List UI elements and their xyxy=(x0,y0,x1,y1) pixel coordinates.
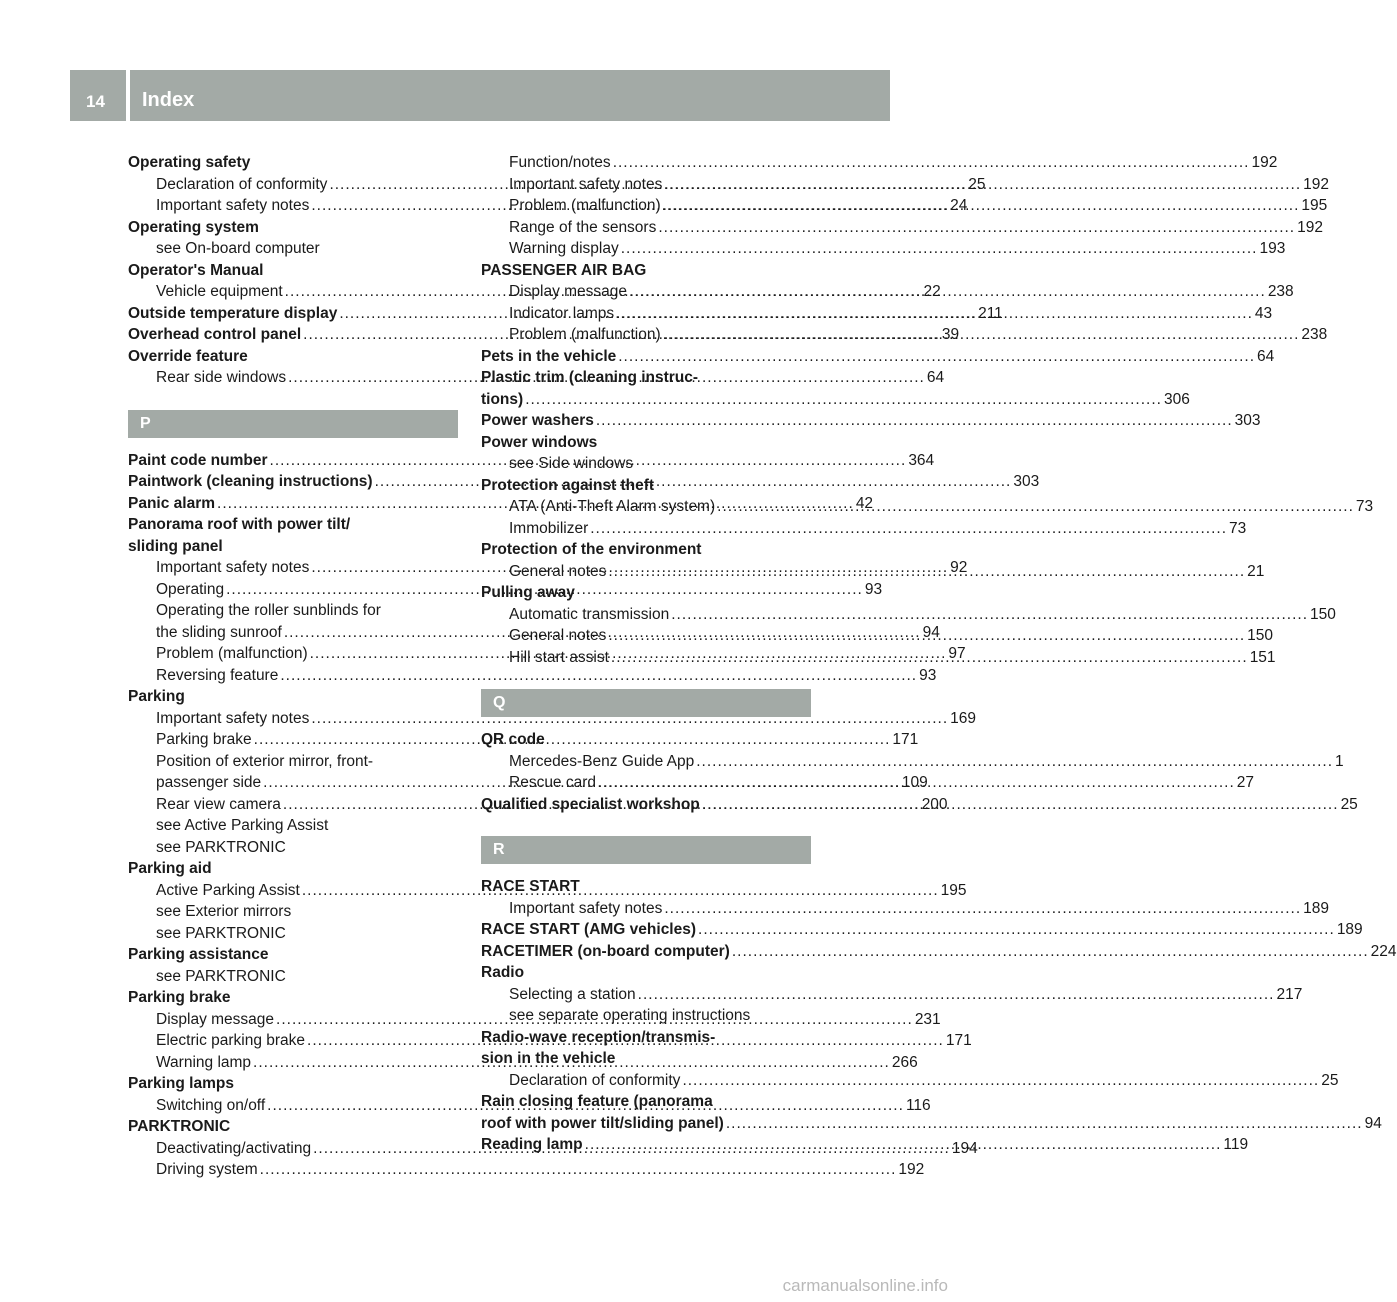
entry-text: Pets in the vehicle xyxy=(481,347,617,365)
entry-text: Selecting a station xyxy=(509,985,636,1003)
page-reference: 119 xyxy=(1223,1136,1249,1153)
page-title: Index xyxy=(142,89,195,111)
page-reference: 21 xyxy=(1247,562,1265,580)
index-entry xyxy=(481,1027,811,1049)
index-entry xyxy=(481,367,811,389)
entry-text: Parking aid xyxy=(128,860,212,877)
entry-text: Declaration of conformity xyxy=(156,175,328,193)
index-subentry xyxy=(481,604,1336,626)
page-reference: 25 xyxy=(1321,1071,1339,1089)
page-reference: 94 xyxy=(1364,1114,1382,1132)
page-reference: 266 xyxy=(891,1053,918,1071)
entry-text: Operating safety xyxy=(128,154,251,171)
entry-text: Display message xyxy=(509,283,628,300)
index-subentry xyxy=(128,901,458,923)
index-entry xyxy=(128,346,458,368)
entry-text: Radio-wave reception/transmis- xyxy=(481,1028,716,1046)
index-entry xyxy=(128,217,458,239)
page-reference: 211 xyxy=(978,304,1003,322)
page-reference: 169 xyxy=(950,709,977,727)
index-entry xyxy=(128,536,458,558)
dot-leader xyxy=(664,898,1301,920)
page-reference: 27 xyxy=(1236,774,1255,791)
index-entry xyxy=(128,152,458,174)
page-reference: 151 xyxy=(1249,648,1276,666)
page-reference: 171 xyxy=(892,731,919,748)
index-subentry xyxy=(481,152,1278,174)
index-subentry xyxy=(481,453,811,475)
index-subentry xyxy=(481,518,1247,540)
entry-text: Driving system xyxy=(156,1161,258,1178)
index-subentry xyxy=(128,966,458,988)
page-header xyxy=(70,70,890,121)
dot-leader xyxy=(613,152,1250,174)
page-reference: 25 xyxy=(1340,795,1358,813)
page-reference: 231 xyxy=(914,1010,941,1028)
entry-text: Function/notes xyxy=(509,154,611,171)
index-subentry xyxy=(481,898,1330,920)
page-reference: 64 xyxy=(1257,347,1275,365)
dot-leader xyxy=(717,496,1354,518)
entry-text: see PARKTRONIC xyxy=(156,924,286,942)
page-reference: 150 xyxy=(1247,627,1274,644)
entry-text: Immobilizer xyxy=(509,519,589,537)
entry-text: RACE START xyxy=(481,878,580,895)
page-reference: 109 xyxy=(901,774,928,791)
dot-leader xyxy=(732,941,1369,963)
dot-leader xyxy=(621,238,1258,260)
entry-text: sliding panel xyxy=(128,537,223,555)
entry-text: Plastic trim (cleaning instruc- xyxy=(481,369,699,386)
entry-text: Parking xyxy=(128,688,185,705)
entry-text: see Exterior mirrors xyxy=(156,903,292,920)
index-entry xyxy=(481,1048,811,1070)
entry-text: Warning display xyxy=(509,240,619,257)
page-reference: 224 xyxy=(1370,942,1397,960)
entry-text: Automatic transmission xyxy=(509,605,670,623)
entry-text: tions) xyxy=(481,390,524,408)
page-reference: 93 xyxy=(919,666,937,684)
entry-text: sion in the vehicle xyxy=(481,1050,616,1067)
dot-leader xyxy=(663,324,1300,346)
index-subentry xyxy=(128,837,458,859)
page-reference: 24 xyxy=(950,197,968,214)
entry-text: Parking assistance xyxy=(128,946,269,963)
entry-text: Important safety notes xyxy=(156,709,310,727)
entry-text: Position of exterior mirror, front- xyxy=(156,752,374,770)
entry-text: Rear view camera xyxy=(156,795,281,813)
watermark: carmanualsonline.info xyxy=(782,1276,948,1295)
entry-text: see PARKTRONIC xyxy=(156,838,286,856)
entry-text: Power washers xyxy=(481,412,594,429)
entry-text: Electric parking brake xyxy=(156,1032,306,1049)
dot-leader xyxy=(616,303,1253,325)
index-entry xyxy=(481,941,1397,963)
dot-leader xyxy=(260,1159,897,1181)
entry-text: Overhead control panel xyxy=(128,326,302,343)
page-reference: 73 xyxy=(1229,519,1247,537)
page-reference: 150 xyxy=(1310,605,1336,623)
page-reference: 193 xyxy=(1259,240,1286,257)
header-divider xyxy=(126,70,130,121)
index-entry xyxy=(481,410,1261,432)
entry-text: Operating xyxy=(156,580,225,598)
entry-text: Protection against theft xyxy=(481,476,655,494)
entry-text: Reading lamp xyxy=(481,1136,583,1153)
index-entry xyxy=(128,1116,458,1138)
index-subentry xyxy=(128,665,937,687)
index-subentry xyxy=(128,1159,925,1181)
index-entry xyxy=(481,962,811,984)
index-entry xyxy=(481,729,811,751)
index-subentry xyxy=(481,751,1344,773)
index-subentry xyxy=(128,751,458,773)
page-reference: 306 xyxy=(1163,390,1190,408)
entry-text: ATA (Anti-Theft Alarm system) xyxy=(509,498,716,515)
page-reference: 192 xyxy=(1251,154,1278,171)
entry-text: Important safety notes xyxy=(156,559,310,576)
entry-text: Protection of the environment xyxy=(481,541,702,558)
section-letter-q: Q xyxy=(481,689,811,717)
entry-text: passenger side xyxy=(156,774,262,791)
entry-text: Important safety notes xyxy=(509,175,663,193)
dot-leader xyxy=(698,919,1335,941)
index-entry xyxy=(128,514,458,536)
dot-leader xyxy=(664,174,1301,196)
dot-leader xyxy=(658,217,1295,239)
index-entry xyxy=(128,944,458,966)
entry-text: Problem (malfunction) xyxy=(509,197,661,214)
entry-text: General notes xyxy=(509,562,607,580)
entry-text: RACETIMER (on-board computer) xyxy=(481,942,730,960)
section-letter-p: P xyxy=(128,410,458,438)
entry-text: see separate operating instructions xyxy=(509,1007,751,1024)
dot-leader xyxy=(682,1070,1319,1092)
page-reference: 42 xyxy=(855,494,874,512)
page-reference: 25 xyxy=(968,175,986,193)
page-reference: 364 xyxy=(908,451,935,469)
dot-leader xyxy=(726,1113,1363,1135)
entry-text: Rescue card xyxy=(509,774,597,791)
page-reference: 39 xyxy=(941,326,960,343)
entry-text: Paintwork (cleaning instructions) xyxy=(128,473,373,490)
entry-text: Operating the roller sunblinds for xyxy=(156,602,381,619)
section-letter-r: R xyxy=(481,836,811,864)
entry-text: Declaration of conformity xyxy=(509,1071,681,1089)
page-reference: 200 xyxy=(921,795,948,813)
entry-text: roof with power tilt/sliding panel) xyxy=(481,1114,724,1132)
entry-text: Operator's Manual xyxy=(128,261,264,279)
page-reference: 1 xyxy=(1335,752,1344,770)
page-reference: 195 xyxy=(940,881,967,899)
entry-text: Mercedes-Benz Guide App xyxy=(509,752,695,770)
entry-text: Vehicle equipment xyxy=(156,283,283,300)
page-reference: 43 xyxy=(1254,304,1273,322)
index-subentry xyxy=(128,923,458,945)
entry-text: see PARKTRONIC xyxy=(156,967,286,985)
entry-text: Indicator lamps xyxy=(509,304,615,322)
dot-leader xyxy=(696,751,1333,773)
entry-text: Display message xyxy=(156,1010,275,1028)
entry-text: Important safety notes xyxy=(156,197,310,214)
index-entry xyxy=(128,260,458,282)
page-reference: 238 xyxy=(1267,283,1294,300)
dot-leader xyxy=(598,772,1235,794)
entry-text: Parking brake xyxy=(128,989,231,1006)
dot-leader xyxy=(608,561,1245,583)
dot-leader xyxy=(611,647,1248,669)
index-entry xyxy=(481,539,811,561)
entry-text: General notes xyxy=(509,627,607,644)
index-subentry xyxy=(128,708,977,730)
page-reference: 192 xyxy=(1297,218,1323,236)
page-number: 14 xyxy=(86,92,105,111)
dot-leader xyxy=(608,625,1245,647)
entry-text: see Active Parking Assist xyxy=(156,817,329,834)
entry-text: Active Parking Assist xyxy=(156,881,300,899)
index-entry xyxy=(481,1091,811,1113)
entry-text: see On-board computer xyxy=(156,240,320,257)
entry-text: Important safety notes xyxy=(509,899,663,917)
index-subentry xyxy=(481,238,1286,260)
dot-leader xyxy=(525,389,1162,411)
entry-text: Panic alarm xyxy=(128,494,216,512)
page-reference: 64 xyxy=(926,369,945,386)
dot-leader xyxy=(596,410,1233,432)
page-reference: 194 xyxy=(951,1139,978,1157)
entry-text: Parking brake xyxy=(156,731,252,748)
page-reference: 303 xyxy=(1013,473,1040,490)
page-reference: 189 xyxy=(1303,899,1330,917)
dot-leader xyxy=(618,346,1255,368)
dot-leader xyxy=(702,794,1339,816)
index-entry xyxy=(481,346,1275,368)
entry-text: Outside temperature display xyxy=(128,304,338,322)
entry-text: Switching on/off xyxy=(156,1096,266,1114)
page-reference: 238 xyxy=(1301,326,1328,343)
page-reference: 22 xyxy=(923,283,941,300)
index-entry xyxy=(481,260,811,282)
entry-text: the sliding sunroof xyxy=(156,623,282,641)
entry-text: PASSENGER AIR BAG xyxy=(481,261,647,279)
entry-text: Warning lamp xyxy=(156,1053,252,1071)
index-entry xyxy=(481,1113,1382,1135)
dot-leader xyxy=(638,984,1275,1006)
index-entry xyxy=(481,389,1190,411)
page-reference: 116 xyxy=(905,1096,931,1114)
page-reference: 94 xyxy=(922,623,940,641)
page-reference: 92 xyxy=(950,559,968,576)
entry-text: Operating system xyxy=(128,218,259,236)
entry-text: Pulling away xyxy=(481,584,575,601)
entry-text: see Side windows xyxy=(509,455,634,472)
entry-text: PARKTRONIC xyxy=(128,1118,231,1135)
entry-text: Problem (malfunction) xyxy=(509,326,661,343)
page-reference: 93 xyxy=(864,580,883,598)
entry-text: Range of the sensors xyxy=(509,218,657,236)
dot-leader xyxy=(671,604,1308,626)
entry-text: Reversing feature xyxy=(156,666,279,684)
page-reference: 171 xyxy=(945,1032,972,1049)
page-reference: 97 xyxy=(948,645,966,662)
entry-text: RACE START (AMG vehicles) xyxy=(481,921,697,938)
index-entry xyxy=(128,987,458,1009)
entry-text: Deactivating/activating xyxy=(156,1139,312,1157)
entry-text: Parking lamps xyxy=(128,1075,234,1092)
index-subentry xyxy=(128,600,458,622)
dot-leader xyxy=(590,518,1227,540)
entry-text: Paint code number xyxy=(128,451,268,469)
dot-leader xyxy=(663,195,1300,217)
entry-text: Problem (malfunction) xyxy=(156,645,308,662)
entry-text: QR code xyxy=(481,731,545,748)
page-reference: 192 xyxy=(1303,175,1330,193)
index-entry xyxy=(481,582,811,604)
page-reference: 192 xyxy=(898,1161,925,1178)
index-subentry xyxy=(481,217,1323,239)
index-entry xyxy=(128,686,458,708)
entry-text: Hill start assist xyxy=(509,648,609,666)
index-subentry xyxy=(128,238,458,260)
index-subentry xyxy=(128,815,458,837)
index-entry xyxy=(128,858,458,880)
entry-text: Rear side windows xyxy=(156,369,287,386)
page-reference: 189 xyxy=(1336,921,1363,938)
entry-text: Panorama roof with power tilt/ xyxy=(128,516,351,533)
index-entry xyxy=(128,1073,458,1095)
index-entry xyxy=(481,919,1363,941)
index-subentry xyxy=(481,1070,1339,1092)
entry-text: Override feature xyxy=(128,347,248,365)
index-subentry xyxy=(481,984,1303,1006)
page-reference: 195 xyxy=(1301,197,1328,214)
page-reference: 303 xyxy=(1234,412,1261,429)
entry-text: Radio xyxy=(481,964,525,981)
entry-text: Rain closing feature (panorama xyxy=(481,1093,713,1110)
page-reference: 217 xyxy=(1276,985,1303,1003)
page-reference: 73 xyxy=(1355,498,1374,515)
dot-leader xyxy=(585,1134,1222,1156)
dot-leader xyxy=(629,281,1266,303)
entry-text: Power windows xyxy=(481,433,598,451)
index-entry xyxy=(481,876,811,898)
index-entry xyxy=(481,432,811,454)
entry-text: Qualified specialist workshop xyxy=(481,795,700,813)
index-entry xyxy=(481,475,811,497)
index-subentry xyxy=(481,1005,811,1027)
